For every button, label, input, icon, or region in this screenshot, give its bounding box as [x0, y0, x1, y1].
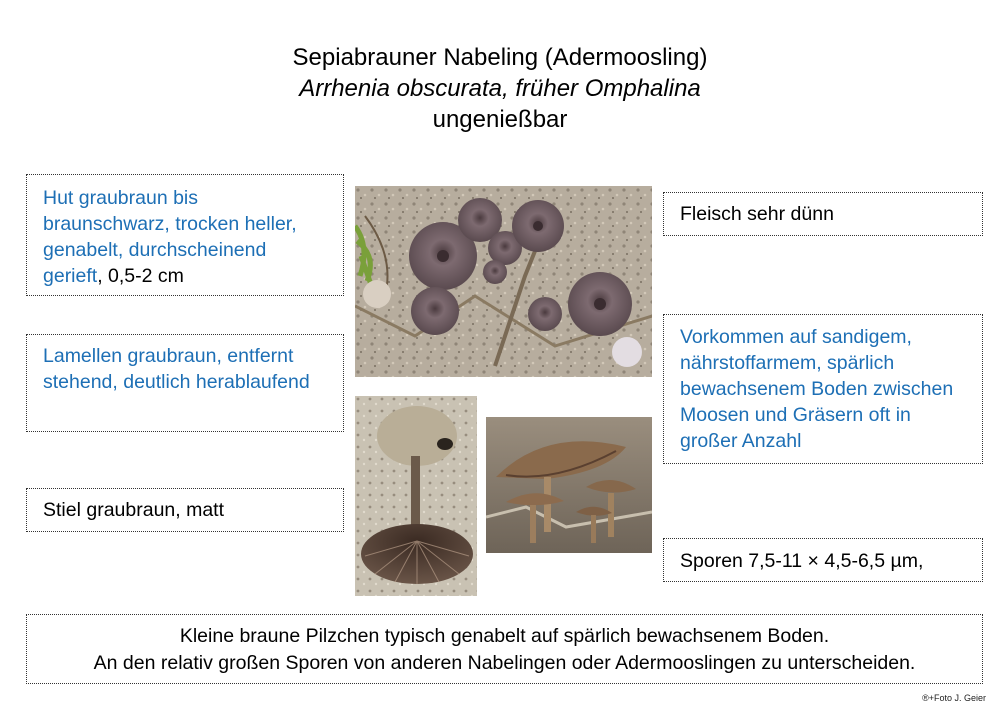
stem-description-box	[26, 488, 344, 532]
photo-mushroom-side	[486, 417, 652, 553]
summary-line-1: Kleine braune Pilzchen typisch genabelt auf spärlich bewachsenem Boden.	[179, 625, 830, 647]
scientific-name: Arrhenia obscurata, früher Omphalina	[299, 75, 701, 102]
stem-description: Stiel graubraun, matt	[43, 499, 225, 521]
habitat-description: Vorkommen auf sandigem, nährstoffarmem, spärlich bewachsenem Boden zwischen Moosen und Gräsern oft in großer Anzahl	[680, 326, 954, 452]
habitat-description-box	[663, 314, 983, 464]
summary-line-2: An den relativ großen Sporen von anderen Nabelingen oder Adermooslingen zu unterscheiden.	[93, 652, 916, 674]
cap-description-box	[26, 174, 344, 296]
photo-mushroom-group	[355, 186, 652, 377]
gills-description-box	[26, 334, 344, 432]
cap-description: Hut graubraun bis braunschwarz, trocken heller, genabelt, durchscheinend gerieft	[43, 187, 297, 287]
summary-box	[26, 614, 983, 684]
page-title: Sepiabrauner Nabeling (Adermoosling)	[292, 44, 708, 71]
cap-size: , 0,5-2 cm	[97, 265, 184, 287]
photo-mushroom-underside	[355, 396, 477, 596]
spores-description: Sporen 7,5-11 × 4,5-6,5 µm,	[680, 550, 924, 572]
title-block	[0, 42, 1000, 135]
photo-credit: ®+Foto J. Geier	[922, 693, 986, 703]
flesh-description: Fleisch sehr dünn	[680, 203, 834, 225]
edibility-label: ungenießbar	[432, 106, 568, 133]
flesh-description-box	[663, 192, 983, 236]
spores-description-box	[663, 538, 983, 582]
gills-description: Lamellen graubraun, entfernt stehend, deutlich herablaufend	[43, 345, 310, 393]
